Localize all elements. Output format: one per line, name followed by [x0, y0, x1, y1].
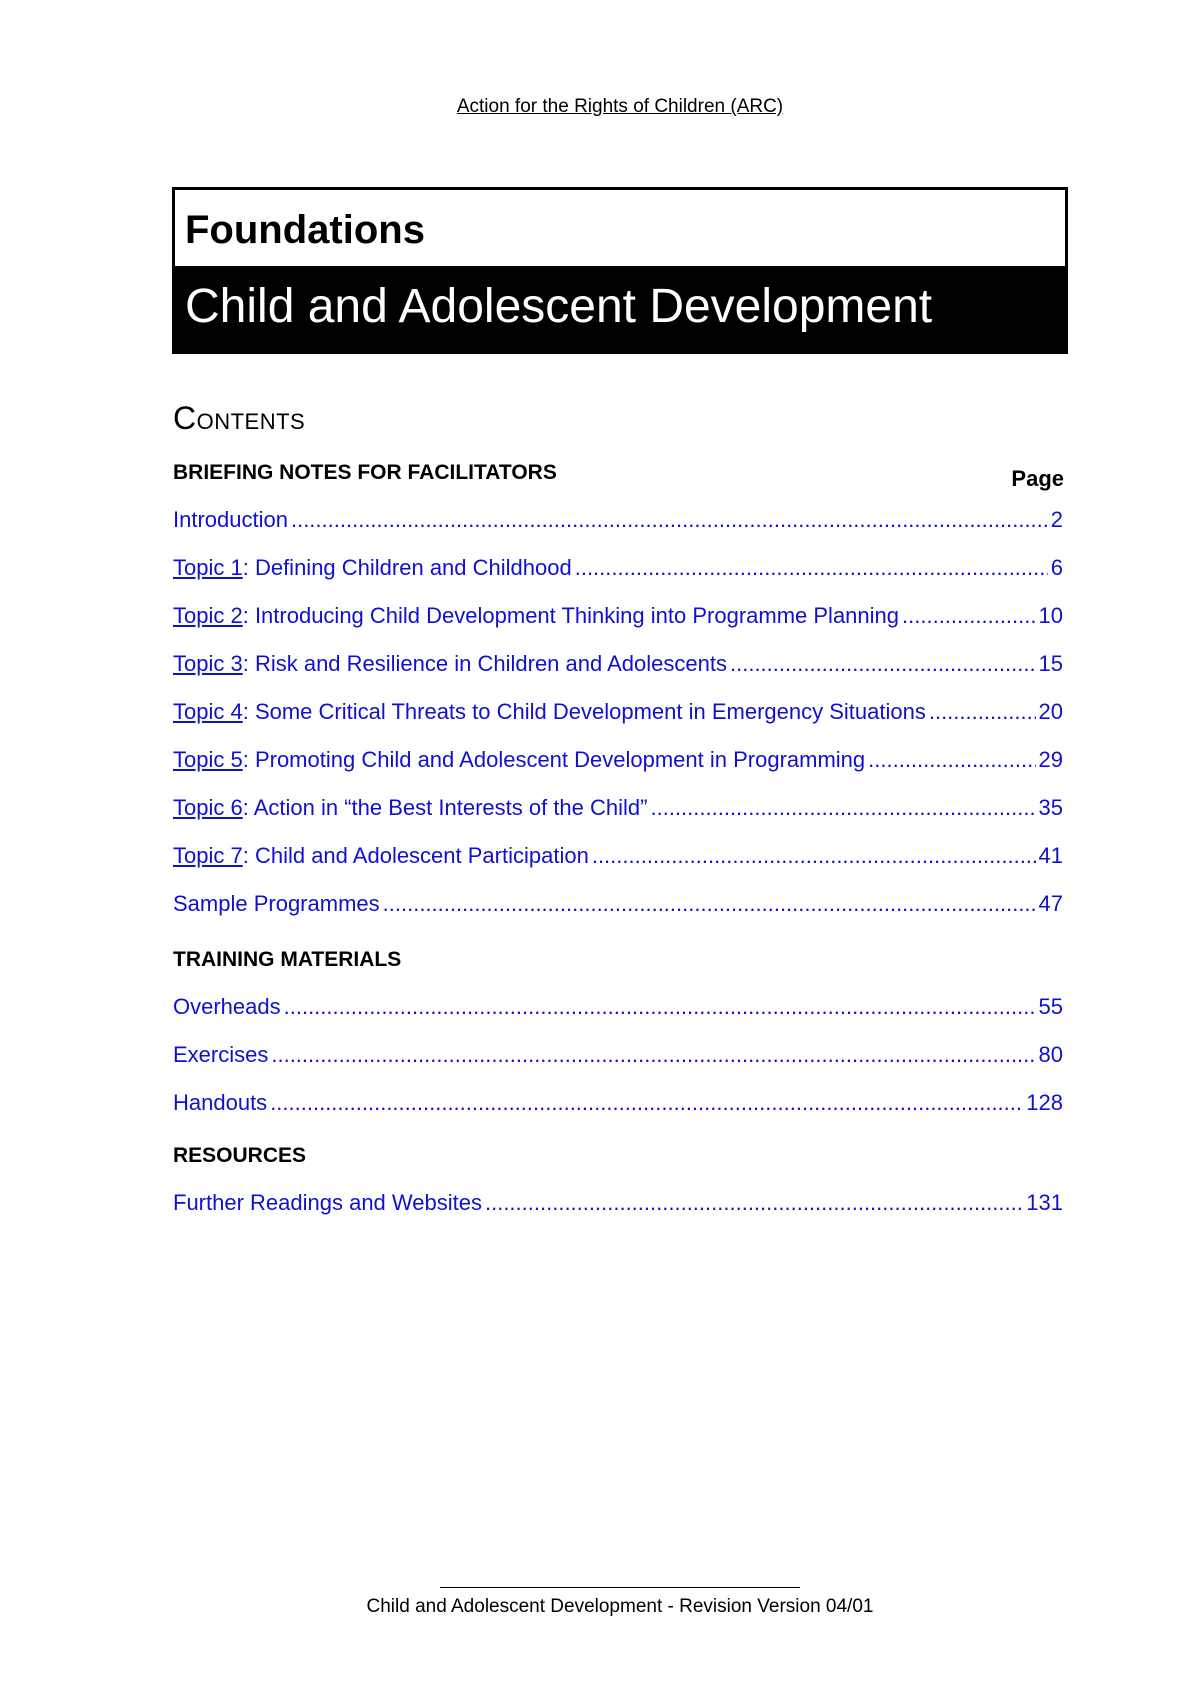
- section-heading: RESOURCES: [173, 1144, 307, 1167]
- toc-entry-text: Introduction: [173, 507, 288, 532]
- toc-leader-dots: [868, 747, 1035, 773]
- toc-leader-dots: [902, 603, 1036, 629]
- toc-entry-label: [173, 651, 727, 677]
- toc-entry-text: : Some Critical Threats to Child Development in Emergency Situations: [242, 699, 926, 724]
- footer-text: Child and Adolescent Development - Revision Version 04/01: [366, 1596, 874, 1617]
- title-main: Child and Adolescent Development: [175, 266, 1065, 351]
- toc-entry[interactable]: [173, 891, 1063, 917]
- toc-page-number: 2: [1050, 507, 1063, 532]
- topic-link[interactable]: Topic 5: [173, 747, 243, 772]
- toc-page-number: 41: [1038, 843, 1063, 868]
- toc-page-number: 29: [1038, 747, 1063, 772]
- toc-page-number: 6: [1050, 555, 1063, 580]
- toc-entry-text: : Promoting Child and Adolescent Development in Programming: [242, 747, 866, 772]
- toc-leader-dots: [730, 651, 1036, 677]
- toc-entry-label: [173, 994, 281, 1020]
- toc-leader-dots: [284, 994, 1036, 1020]
- toc-page-number: 80: [1038, 1042, 1063, 1067]
- toc-leader-dots: [271, 1042, 1035, 1068]
- toc-page-number: 131: [1026, 1190, 1063, 1215]
- toc-page-number: 128: [1026, 1090, 1063, 1115]
- toc-entry-label: [173, 891, 380, 917]
- toc-leader-dots: [291, 507, 1048, 533]
- toc-entry[interactable]: [173, 1190, 1063, 1216]
- title-box: [172, 187, 1068, 354]
- footer-rule: [440, 1587, 800, 1588]
- toc-leader-dots: [383, 891, 1036, 917]
- contents-heading: Contents: [173, 400, 306, 436]
- toc-entry[interactable]: [173, 795, 1063, 821]
- topic-link[interactable]: Topic 6: [173, 795, 243, 820]
- page-column-label: Page: [1011, 466, 1064, 491]
- toc-page-number: 55: [1038, 994, 1063, 1019]
- toc-page-number: 10: [1038, 603, 1063, 628]
- toc-entry-label: [173, 699, 926, 725]
- toc-entry-text: Further Readings and Websites: [173, 1190, 482, 1215]
- topic-link[interactable]: Topic 2: [173, 603, 243, 628]
- toc-entry-text: : Risk and Resilience in Children and Adolescents: [242, 651, 727, 676]
- toc-entry-text: : Child and Adolescent Participation: [242, 843, 589, 868]
- topic-link[interactable]: Topic 3: [173, 651, 243, 676]
- topic-link[interactable]: Topic 7: [173, 843, 243, 868]
- toc-entry-label: [173, 507, 288, 533]
- section-heading: BRIEFING NOTES FOR FACILITATORS: [173, 461, 557, 484]
- toc-entry[interactable]: [173, 843, 1063, 869]
- toc-entry-text: : Action in “the Best Interests of the Child”: [242, 795, 648, 820]
- toc-page-number: 20: [1038, 699, 1063, 724]
- section-heading: TRAINING MATERIALS: [173, 948, 402, 971]
- toc-entry[interactable]: [173, 651, 1063, 677]
- toc-leader-dots: [575, 555, 1048, 581]
- toc-entry-label: [173, 795, 647, 821]
- toc-entry[interactable]: [173, 555, 1063, 581]
- toc-entry-label: [173, 603, 899, 629]
- toc-entry-text: Overheads: [173, 994, 281, 1019]
- toc-page-number: 15: [1038, 651, 1063, 676]
- toc-entry-text: : Defining Children and Childhood: [242, 555, 572, 580]
- toc-page-number: 35: [1038, 795, 1063, 820]
- topic-link[interactable]: Topic 4: [173, 699, 243, 724]
- toc-page-number: 47: [1038, 891, 1063, 916]
- page-header: Action for the Rights of Children (ARC): [456, 96, 784, 117]
- title-series: Foundations: [185, 208, 425, 252]
- toc-entry-label: [173, 1042, 268, 1068]
- toc-entry-text: : Introducing Child Development Thinking into Programme Planning: [242, 603, 900, 628]
- toc-entry-label: [173, 747, 865, 773]
- toc-leader-dots: [485, 1190, 1023, 1216]
- toc-entry-label: [173, 843, 589, 869]
- topic-link[interactable]: Topic 1: [173, 555, 243, 580]
- toc-entry-text: Handouts: [173, 1090, 268, 1115]
- toc-entry[interactable]: [173, 1090, 1063, 1116]
- toc-entry[interactable]: [173, 699, 1063, 725]
- toc-entry[interactable]: [173, 507, 1063, 533]
- toc-entry-text: Sample Programmes: [173, 891, 380, 916]
- toc-leader-dots: [270, 1090, 1023, 1116]
- toc-entry-text: Exercises: [173, 1042, 269, 1067]
- toc-leader-dots: [592, 843, 1036, 869]
- toc-entry[interactable]: [173, 747, 1063, 773]
- toc-entry-label: [173, 1090, 267, 1116]
- toc-leader-dots: [650, 795, 1035, 821]
- toc-entry[interactable]: [173, 603, 1063, 629]
- toc-entry-label: [173, 1190, 482, 1216]
- toc-leader-dots: [929, 699, 1036, 725]
- toc-entry[interactable]: [173, 994, 1063, 1020]
- toc-entry[interactable]: [173, 1042, 1063, 1068]
- toc-entry-label: [173, 555, 572, 581]
